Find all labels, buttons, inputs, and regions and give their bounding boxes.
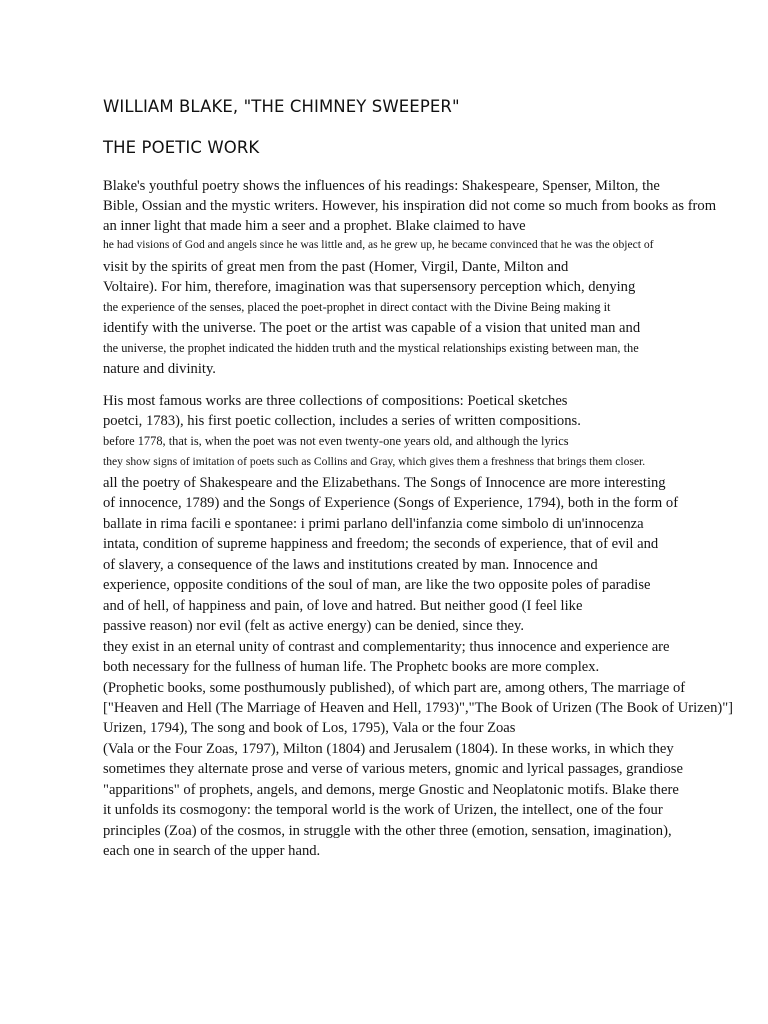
text-line: it unfolds its cosmogony: the temporal world is the work of Urizen, the intellect, one of the four [103,802,663,818]
text-line: sometimes they alternate prose and verse of various meters, gnomic and lyrical passages, grandiose [103,761,683,777]
text-line: visit by the spirits of great men from the past (Homer, Virgil, Dante, Milton and [103,259,569,275]
text-line: principles (Zoa) of the cosmos, in struggle with the other three (emotion, sensation, imagination), [103,823,672,839]
text-line: before 1778, that is, when the poet was not even twenty-one years old, and although the lyrics [103,434,569,448]
text-line: they show signs of imitation of poets such as Collins and Gray, which gives them a freshness that brings them closer. [103,455,646,468]
text-line: the experience of the senses, placed the poet-prophet in direct contact with the Divine Being making it [103,300,611,314]
text-line: (Vala or the Four Zoas, 1797), Milton (1804) and Jerusalem (1804). In these works, in which they [103,741,674,757]
text-line: each one in search of the upper hand. [103,843,321,859]
text-line: passive reason) nor evil (felt as active energy) can be denied, since they. [103,618,525,634]
document-title: WILLIAM BLAKE, "THE CHIMNEY SWEEPER" [103,97,460,116]
text-line: and of hell, of happiness and pain, of love and hatred. But neither good (I feel like [103,598,583,614]
text-line: "apparitions" of prophets, angels, and demons, merge Gnostic and Neoplatonic motifs. Blake there [103,782,679,798]
text-line: an inner light that made him a seer and a prophet. Blake claimed to have [103,218,526,234]
text-line: Bible, Ossian and the mystic writers. However, his inspiration did not come so much from books as from [103,198,717,214]
text-line: of innocence, 1789) and the Songs of Experience (Songs of Experience, 1794), both in the form of [103,495,679,511]
text-line: (Prophetic books, some posthumously published), of which part are, among others, The marriage of [103,680,686,696]
text-line: ballate in rima facili e spontanee: i primi parlano dell'infanzia come simbolo di un'innocenza [103,516,644,532]
text-line: intata, condition of supreme happiness and freedom; the seconds of experience, that of evil and [103,536,659,552]
text-line: identify with the universe. The poet or the artist was capable of a vision that united man and [103,320,641,336]
text-line: they exist in an eternal unity of contrast and complementarity; thus innocence and experience are [103,639,670,655]
text-line: he had visions of God and angels since he was little and, as he grew up, he became convinced that he was the object of [103,238,654,251]
text-line: the universe, the prophet indicated the hidden truth and the mystical relationships existing between man, the [103,341,639,355]
text-line: ["Heaven and Hell (The Marriage of Heaven and Hell, 1793)","The Book of Urizen (The Book of Urizen)"] [103,700,734,716]
text-line: nature and divinity. [103,361,216,377]
text-line: experience, opposite conditions of the soul of man, are like the two opposite poles of paradise [103,577,651,593]
text-line: all the poetry of Shakespeare and the Elizabethans. The Songs of Innocence are more interesting [103,475,666,491]
text-line: Voltaire). For him, therefore, imagination was that supersensory perception which, denying [103,279,636,295]
text-line: poetci, 1783), his first poetic collection, includes a series of written compositions. [103,413,581,429]
text-line: both necessary for the fullness of human life. The Prophetc books are more complex. [103,659,600,675]
text-line: Urizen, 1794), The song and book of Los, 1795), Vala or the four Zoas [103,720,516,736]
section-heading: THE POETIC WORK [103,138,260,157]
text-line: of slavery, a consequence of the laws and institutions created by man. Innocence and [103,557,598,573]
text-line: Blake's youthful poetry shows the influences of his readings: Shakespeare, Spenser, Milton, the [103,178,660,194]
text-line: His most famous works are three collections of compositions: Poetical sketches [103,393,568,409]
